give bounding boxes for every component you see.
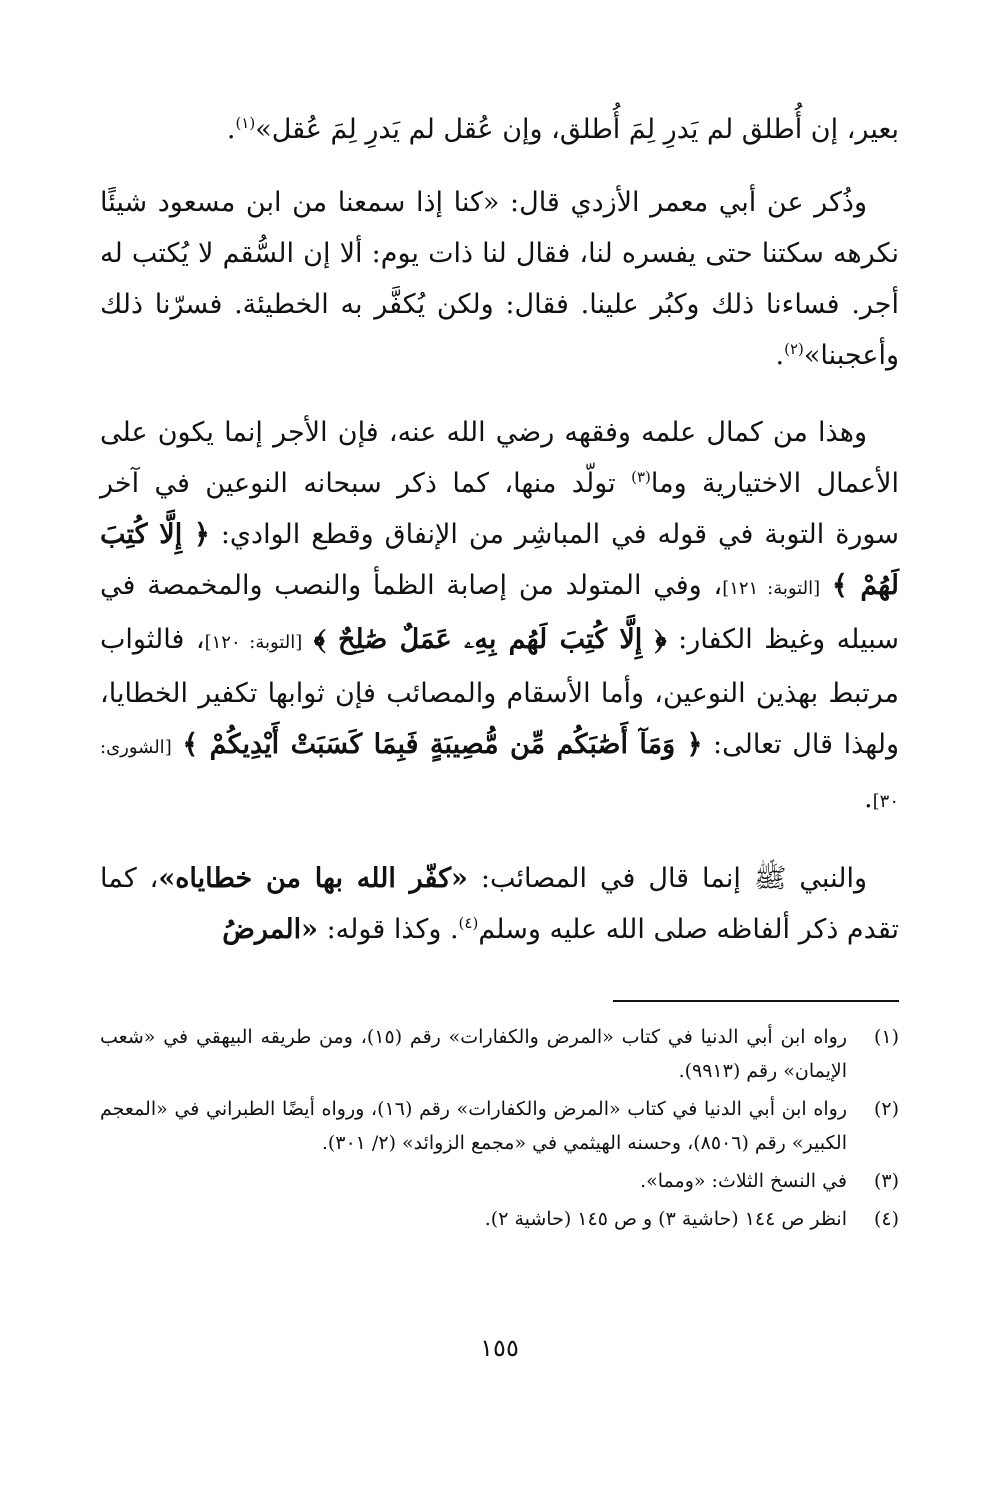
footnote-1-text: رواه ابن أبي الدنيا في كتاب «المرض والكفارات» رقم (١٥)، ومن طريقه البيهقي في «شعب الإيمان» رقم (٩٩١٣).: [100, 1026, 847, 1082]
verse-reference-3: [الشورى: ٣٠]: [100, 737, 899, 812]
footnote-3: [100, 1164, 899, 1198]
footnote-4: [100, 1202, 899, 1236]
paragraph-4: [100, 853, 899, 955]
verse-reference-2: [التوبة: ١٢٠]: [204, 632, 303, 653]
footnote-3-number: (٣): [873, 1170, 899, 1192]
paragraph-2: [100, 177, 899, 381]
paragraph-3-text-a: وهذا من كمال علمه وفقهه رضي الله عنه، فإن الأجر إنما يكون على الأعمال الاختيارية وما: [100, 417, 900, 499]
paragraph-4-text-c: . وكذا قوله:: [326, 914, 459, 945]
footnote-ref-3[interactable]: (٣): [631, 468, 651, 486]
main-text: [100, 104, 899, 955]
paragraph-3-text-b: تولّد منها، كما ذكر سبحانه النوعين في آخر سورة التوبة في قوله في المباشِر من الإنفاق وقطع الوادي:: [100, 468, 899, 550]
quran-verse-1: ﴿ إِلَّا كُتِبَ لَهُمْ ﴾: [100, 519, 899, 601]
footnotes: [100, 1020, 899, 1240]
paragraph-2-end: .: [775, 340, 785, 371]
paragraph-3: [100, 407, 899, 827]
paragraph-3-text-d: ، فالثواب مرتبط بهذين النوعين، وأما الأسقام والمصائب فإن ثوابها تكفير الخطايا، ولهذا قال تعالى:: [100, 624, 899, 760]
paragraph-1-end: .: [226, 114, 236, 145]
footnote-4-number: (٤): [873, 1208, 899, 1230]
paragraph-3-end: .: [864, 783, 873, 814]
page-number: ١٥٥: [480, 1334, 519, 1362]
paragraph-3-text-c: ، وفي المتولد من إصابة الظمأ والنصب والمخمصة في سبيله وغيظ الكفار:: [100, 570, 900, 655]
hadith-quote-2: «المرضُ: [222, 914, 318, 945]
page-body: [100, 104, 899, 955]
footnote-1-number: (١): [873, 1026, 899, 1048]
footnote-separator: [613, 1000, 899, 1002]
quran-verse-2: ﴿ إِلَّا كُتِبَ لَهُم بِهِۦ عَمَلٌ صَٰلِحٌ ﴾: [313, 624, 667, 655]
footnote-4-text: انظر ص ١٤٤ (حاشية ٣) و ص ١٤٥ (حاشية ٢).: [484, 1208, 847, 1230]
footnote-3-text: في النسخ الثلاث: «ومما».: [640, 1170, 847, 1192]
quran-verse-3: ﴿ وَمَآ أَصَٰبَكُم مِّن مُّصِيبَةٍ فَبِمَا كَسَبَتْ أَيْدِيكُمْ ﴾: [182, 729, 703, 760]
paragraph-1-text: بعير، إن أُطلق لم يَدرِ لِمَ أُطلق، وإن عُقل لم يَدرِ لِمَ عُقل»: [255, 114, 899, 145]
verse-reference-1: [التوبة: ١٢١]: [722, 578, 821, 599]
hadith-quote-1: «كفّر الله بها من خطاياه»: [158, 863, 468, 894]
paragraph-1: [100, 104, 899, 155]
footnote-2-text: رواه ابن أبي الدنيا في كتاب «المرض والكفارات» رقم (١٦)، ورواه أيضًا الطبراني في «المعجم الكبير» رقم (٨٥٠٦)، وحسنه الهيثمي في «مجمع الزوائد» (٢/ ٣٠١).: [100, 1098, 847, 1154]
footnote-ref-2[interactable]: (٢): [784, 340, 804, 358]
footnote-2-number: (٢): [873, 1098, 899, 1120]
footnote-ref-1[interactable]: (١): [235, 114, 256, 132]
footnote-1: [100, 1020, 899, 1088]
paragraph-2-text: وذُكر عن أبي معمر الأزدي قال: «كنا إذا سمعنا من ابن مسعود شيئًا نكرهه سكتنا حتى يفسره لنا، فقال لنا ذات يوم: ألا إن السُّقم لا يُكتب له أجر. فساءنا ذلك وكبُر علينا. فقال: ولكن يُكفَّر به الخطيئة. فسرّنا ذلك وأعجبنا»: [100, 187, 899, 371]
paragraph-4-text-a: والنبي ﷺ إنما قال في المصائب:: [480, 863, 867, 894]
footnote-2: [100, 1092, 899, 1160]
paragraph-4-text-b: ، كما تقدم ذكر ألفاظه صلى الله عليه وسلم: [100, 863, 899, 945]
footnote-ref-4[interactable]: (٤): [458, 914, 479, 932]
